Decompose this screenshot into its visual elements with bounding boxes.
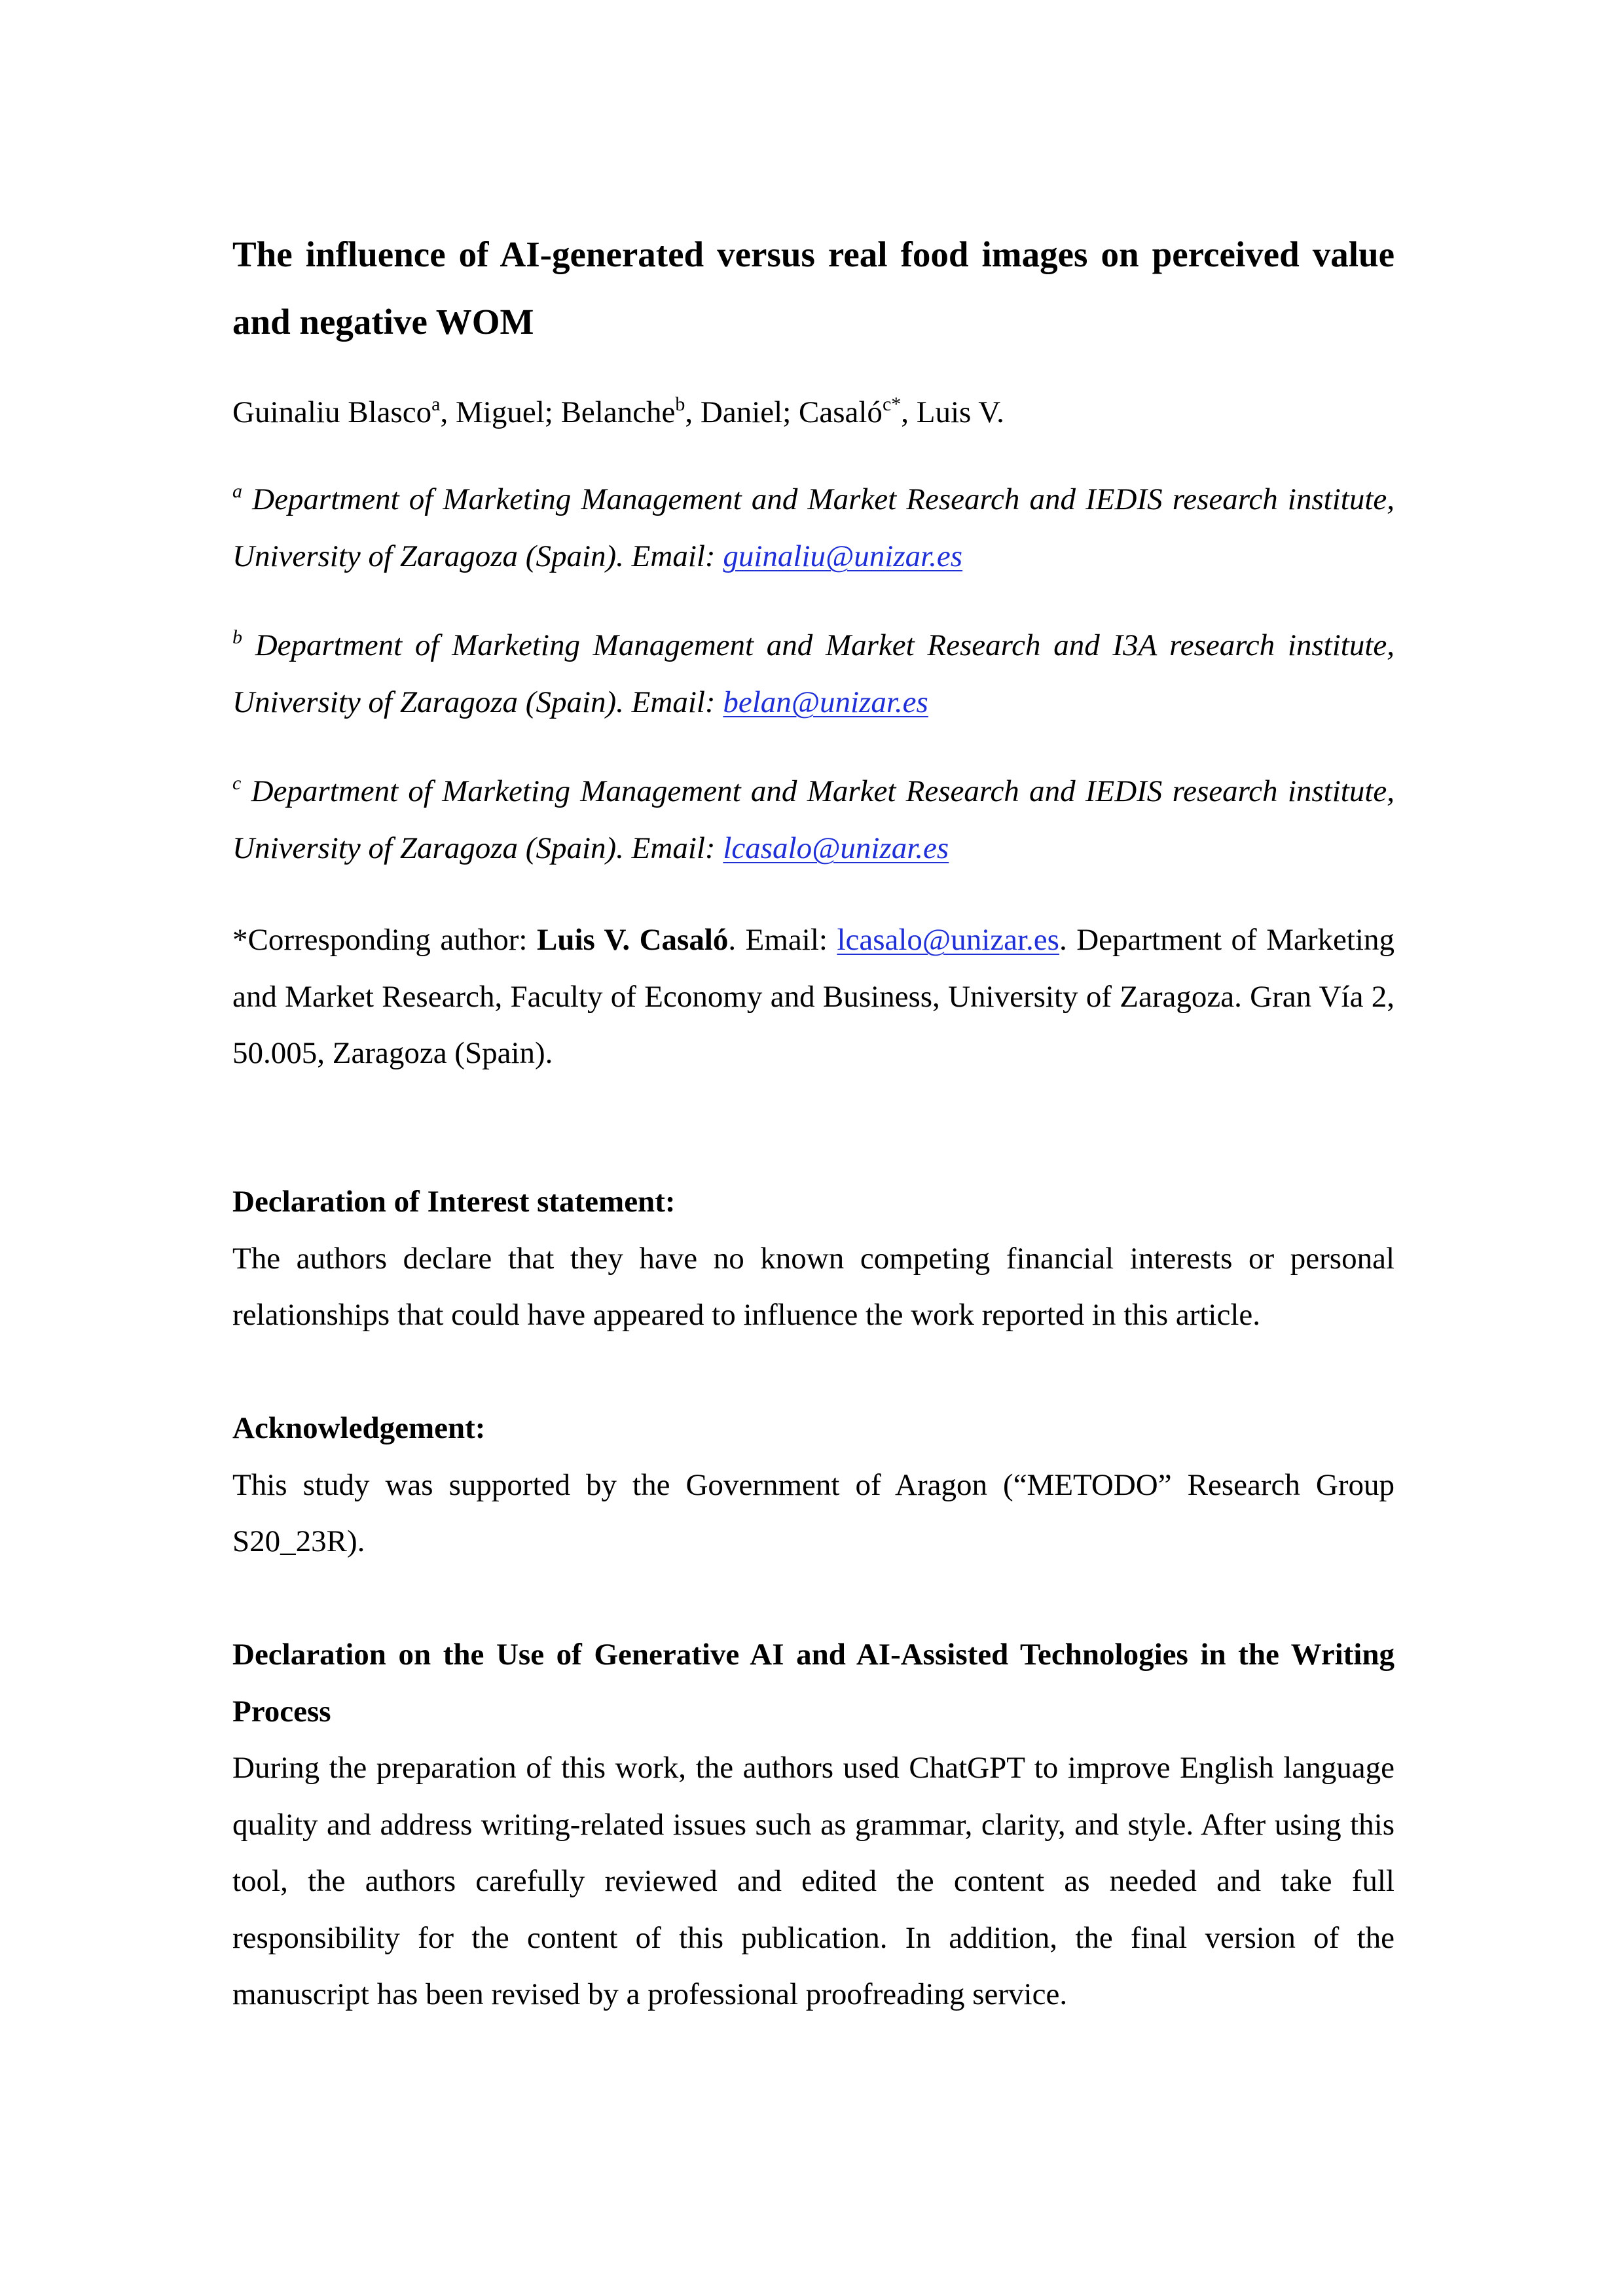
author-list [232,384,1395,441]
interest-text: The authors declare that they have no known competing financial interests or personal relationships that could have appeared to influence the work reported in this article. [232,1241,1395,1332]
author-affil-mark: b [675,393,685,415]
interest-heading: Declaration of Interest statement: [232,1185,676,1219]
affiliation-a [232,471,1395,584]
affiliation-text: Department of Marketing Management and Market Research and IEDIS research institute, University of Zaragoza (Spain). Email: [232,774,1395,865]
ai-declaration-text: During the preparation of this work, the authors used ChatGPT to improve English language quality and address writing-related issues such as grammar, clarity, and style. After using this tool, the authors carefully reviewed and edited the content as needed and take full responsibility for the content of this publication. In addition, the final version of the manuscript has been revised by a professional proofreading service. [232,1751,1395,2011]
email-link-corresponding[interactable]: lcasalo@unizar.es [837,923,1059,957]
ai-declaration-section [232,1626,1395,2023]
corresponding-address: . Department of Marketing and Market Research, Faculty of Economy and Business, University of Zaragoza. Gran Vía 2, 50.005, Zaragoza (Spain). [232,923,1395,1070]
author-given-name: , Miguel; [440,395,561,429]
author-name: Casaló [799,395,883,429]
paper-title: The influence of AI-generated versus real food images on perceived value and negative WOM [232,234,1395,342]
corresponding-author [232,912,1395,1082]
affiliation-mark: b [232,626,242,648]
affiliation-mark: c [232,772,242,794]
author-affil-mark: a [431,393,441,415]
corresponding-email-label: . Email: [728,923,837,957]
author-affil-mark: c* [882,393,902,415]
affiliation-mark: a [232,480,242,502]
affiliation-text: Department of Marketing Management and Market Research and IEDIS research institute, University of Zaragoza (Spain). Email: [232,482,1395,573]
affiliation-c [232,763,1395,876]
author-given-name: , Luis V. [901,395,1004,429]
affiliation-b [232,617,1395,730]
author-given-name: , Daniel; [685,395,799,429]
ai-declaration-heading: Declaration on the Use of Generative AI and AI-Assisted Technologies in the Writing Process [232,1638,1395,1729]
acknowledgement-heading: Acknowledgement: [232,1411,486,1445]
acknowledgement-section [232,1400,1395,1570]
corresponding-name: Luis V. Casaló [536,923,729,957]
acknowledgement-text: This study was supported by the Government of Aragon (“METODO” Research Group S20_23R). [232,1467,1395,1558]
email-link-guinaliu[interactable]: guinaliu@unizar.es [723,539,963,573]
interest-section [232,1174,1395,1344]
corresponding-prefix: *Corresponding author: [232,923,537,957]
email-link-belan[interactable]: belan@unizar.es [723,685,928,719]
author-name: Guinaliu Blasco [232,395,432,429]
affiliation-text: Department of Marketing Management and Market Research and I3A research institute, University of Zaragoza (Spain). Email: [232,628,1395,719]
email-link-lcasalo[interactable]: lcasalo@unizar.es [723,831,949,865]
author-name: Belanche [560,395,676,429]
